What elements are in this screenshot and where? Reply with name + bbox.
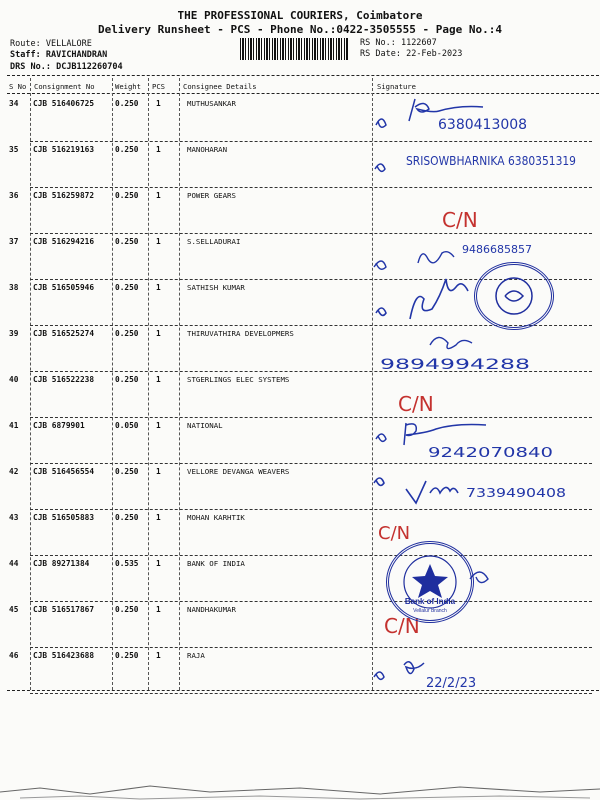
route-info: Route: VELLALORE bbox=[10, 39, 92, 49]
signature-cell bbox=[370, 95, 595, 141]
handwritten-signature bbox=[370, 463, 595, 509]
bank-stamp-branch: Vellalur Branch bbox=[413, 608, 447, 614]
row-sno: 43 bbox=[9, 513, 19, 522]
signature-cell bbox=[370, 141, 595, 187]
col-header-consignee: Consignee Details bbox=[183, 82, 257, 91]
staff-info: Staff: RAVICHANDRAN bbox=[10, 50, 108, 60]
row-consignee: S.SELLADURAI bbox=[187, 237, 241, 246]
row-consignment: CJB 89271384 bbox=[33, 559, 90, 568]
handwritten-signature bbox=[370, 325, 595, 371]
row-weight: 0.250 bbox=[115, 605, 139, 614]
row-consignee: MOHAN KARHTIK bbox=[187, 513, 245, 522]
row-weight: 0.250 bbox=[115, 99, 139, 108]
col-header-sno: S No bbox=[9, 82, 27, 91]
table-row bbox=[0, 509, 600, 555]
handwritten-signature bbox=[370, 141, 595, 187]
row-weight: 0.250 bbox=[115, 513, 139, 522]
row-consignment: CJB 516517867 bbox=[33, 605, 95, 614]
row-pcs: 1 bbox=[156, 467, 161, 476]
row-consignee: SATHISH KUMAR bbox=[187, 283, 245, 292]
table-row bbox=[0, 417, 600, 463]
row-consignment: CJB 6879901 bbox=[33, 421, 85, 430]
row-handwriting: 6380413008 bbox=[438, 117, 528, 133]
row-consignee: VELLORE DEVANGA WEAVERS bbox=[187, 467, 290, 476]
row-pcs: 1 bbox=[156, 605, 161, 614]
row-handwriting: 22/2/23 bbox=[426, 676, 477, 691]
signature-cell bbox=[370, 647, 595, 693]
table-row bbox=[0, 141, 600, 187]
row-consignment: CJB 516406725 bbox=[33, 99, 95, 108]
row-consignment: CJB 516522238 bbox=[33, 375, 95, 384]
barcode-image bbox=[240, 38, 348, 60]
handwritten-signature bbox=[370, 371, 595, 417]
row-handwriting: 9894994288 bbox=[380, 357, 530, 373]
row-sno: 41 bbox=[9, 421, 19, 430]
row-handwriting: 9486685857 bbox=[462, 243, 532, 256]
row-pcs: 1 bbox=[156, 513, 161, 522]
table-row bbox=[0, 371, 600, 417]
row-consignment: CJB 516505946 bbox=[33, 283, 95, 292]
bank-stamp-name: Bank of India bbox=[404, 597, 456, 606]
bank-of-india-stamp bbox=[386, 541, 474, 623]
row-weight: 0.250 bbox=[115, 467, 139, 476]
table-row bbox=[0, 601, 600, 647]
table-row bbox=[0, 647, 600, 693]
header-top-divider bbox=[7, 75, 599, 76]
handwritten-signature bbox=[370, 417, 595, 463]
row-sno: 34 bbox=[9, 99, 19, 108]
handwritten-signature bbox=[370, 187, 595, 233]
rs-date: RS Date: 22-Feb-2023 bbox=[360, 49, 463, 59]
row-weight: 0.250 bbox=[115, 375, 139, 384]
row-sno: 42 bbox=[9, 467, 19, 476]
row-consignment: CJB 516259872 bbox=[33, 191, 95, 200]
row-sno: 46 bbox=[9, 651, 19, 660]
route-value: VELLALORE bbox=[45, 39, 92, 49]
row-sno: 44 bbox=[9, 559, 19, 568]
row-pcs: 1 bbox=[156, 375, 161, 384]
row-consignment: CJB 516456554 bbox=[33, 467, 95, 476]
row-consignee: THIRUVATHIRA DEVELOPMERS bbox=[187, 329, 294, 338]
table-row bbox=[0, 555, 600, 601]
row-consignment: CJB 516219163 bbox=[33, 145, 95, 154]
row-pcs: 1 bbox=[156, 191, 161, 200]
row-weight: 0.535 bbox=[115, 559, 139, 568]
row-handwriting: 9242070840 bbox=[428, 446, 553, 461]
table-row bbox=[0, 325, 600, 371]
row-consignment: CJB 516294216 bbox=[33, 237, 95, 246]
row-handwriting: C/N bbox=[442, 208, 478, 232]
torn-paper-edge bbox=[0, 770, 600, 800]
table-row bbox=[0, 95, 600, 141]
row-handwriting: C/N bbox=[384, 614, 420, 638]
row-consignment: CJB 516525274 bbox=[33, 329, 95, 338]
row-sno: 45 bbox=[9, 605, 19, 614]
header-bottom-divider bbox=[7, 93, 599, 94]
row-pcs: 1 bbox=[156, 283, 161, 292]
col-header-weight: Weight bbox=[115, 82, 141, 91]
row-weight: 0.050 bbox=[115, 421, 139, 430]
col-header-consignment: Consignment No bbox=[34, 82, 95, 91]
row-sno: 37 bbox=[9, 237, 19, 246]
row-weight: 0.250 bbox=[115, 651, 139, 660]
row-weight: 0.250 bbox=[115, 191, 139, 200]
row-sno: 38 bbox=[9, 283, 19, 292]
drs-info: DRS No.: DCJB112260704 bbox=[10, 62, 123, 72]
row-pcs: 1 bbox=[156, 651, 161, 660]
signature-cell bbox=[370, 463, 595, 509]
row-pcs: 1 bbox=[156, 421, 161, 430]
row-consignee: STGERLINGS ELEC SYSTEMS bbox=[187, 375, 290, 384]
row-consignment: CJB 516505883 bbox=[33, 513, 95, 522]
row-pcs: 1 bbox=[156, 99, 161, 108]
signature-cell bbox=[370, 187, 595, 233]
row-consignee: RAJA bbox=[187, 651, 205, 660]
row-consignee: NANDHAKUMAR bbox=[187, 605, 236, 614]
rs-number: RS No.: 1122607 bbox=[360, 38, 437, 48]
handwritten-signature bbox=[370, 95, 595, 141]
staff-value: RAVICHANDRAN bbox=[45, 50, 108, 60]
signature-cell bbox=[370, 417, 595, 463]
row-weight: 0.250 bbox=[115, 329, 139, 338]
row-handwriting: C/N bbox=[378, 523, 411, 544]
row-weight: 0.250 bbox=[115, 283, 139, 292]
col-header-pcs: PCS bbox=[152, 82, 165, 91]
row-sno: 40 bbox=[9, 375, 19, 384]
handwritten-signature bbox=[370, 647, 595, 693]
company-rubber-stamp bbox=[474, 262, 554, 330]
row-pcs: 1 bbox=[156, 559, 161, 568]
row-sno: 39 bbox=[9, 329, 19, 338]
row-handwriting: SRISOWBHARNIKA 6380351319 bbox=[406, 154, 576, 168]
table-bottom-divider bbox=[7, 690, 599, 691]
col-header-signature: Signature bbox=[377, 82, 416, 91]
row-consignee: POWER GEARS bbox=[187, 191, 236, 200]
signature-cell bbox=[370, 325, 595, 371]
row-consignee: MANOHARAN bbox=[187, 145, 228, 154]
row-pcs: 1 bbox=[156, 145, 161, 154]
row-consignee: MUTHUSANKAR bbox=[187, 99, 236, 108]
row-pcs: 1 bbox=[156, 237, 161, 246]
row-handwriting: C/N bbox=[398, 392, 434, 416]
row-consignee: NATIONAL bbox=[187, 421, 223, 430]
signature-cell bbox=[370, 371, 595, 417]
row-pcs: 1 bbox=[156, 329, 161, 338]
row-weight: 0.250 bbox=[115, 145, 139, 154]
row-handwriting: 7339490408 bbox=[466, 486, 566, 500]
row-sno: 35 bbox=[9, 145, 19, 154]
row-sno: 36 bbox=[9, 191, 19, 200]
row-consignment: CJB 516423688 bbox=[33, 651, 95, 660]
row-weight: 0.250 bbox=[115, 237, 139, 246]
row-consignee: BANK OF INDIA bbox=[187, 559, 245, 568]
drs-value: DCJB112260704 bbox=[56, 62, 123, 72]
table-row bbox=[0, 463, 600, 509]
table-row bbox=[0, 187, 600, 233]
runsheet-title: Delivery Runsheet - PCS - Phone No.:0422-3505555 - Page No.:4 bbox=[98, 23, 502, 36]
company-title: THE PROFESSIONAL COURIERS, Coimbatore bbox=[177, 9, 423, 22]
